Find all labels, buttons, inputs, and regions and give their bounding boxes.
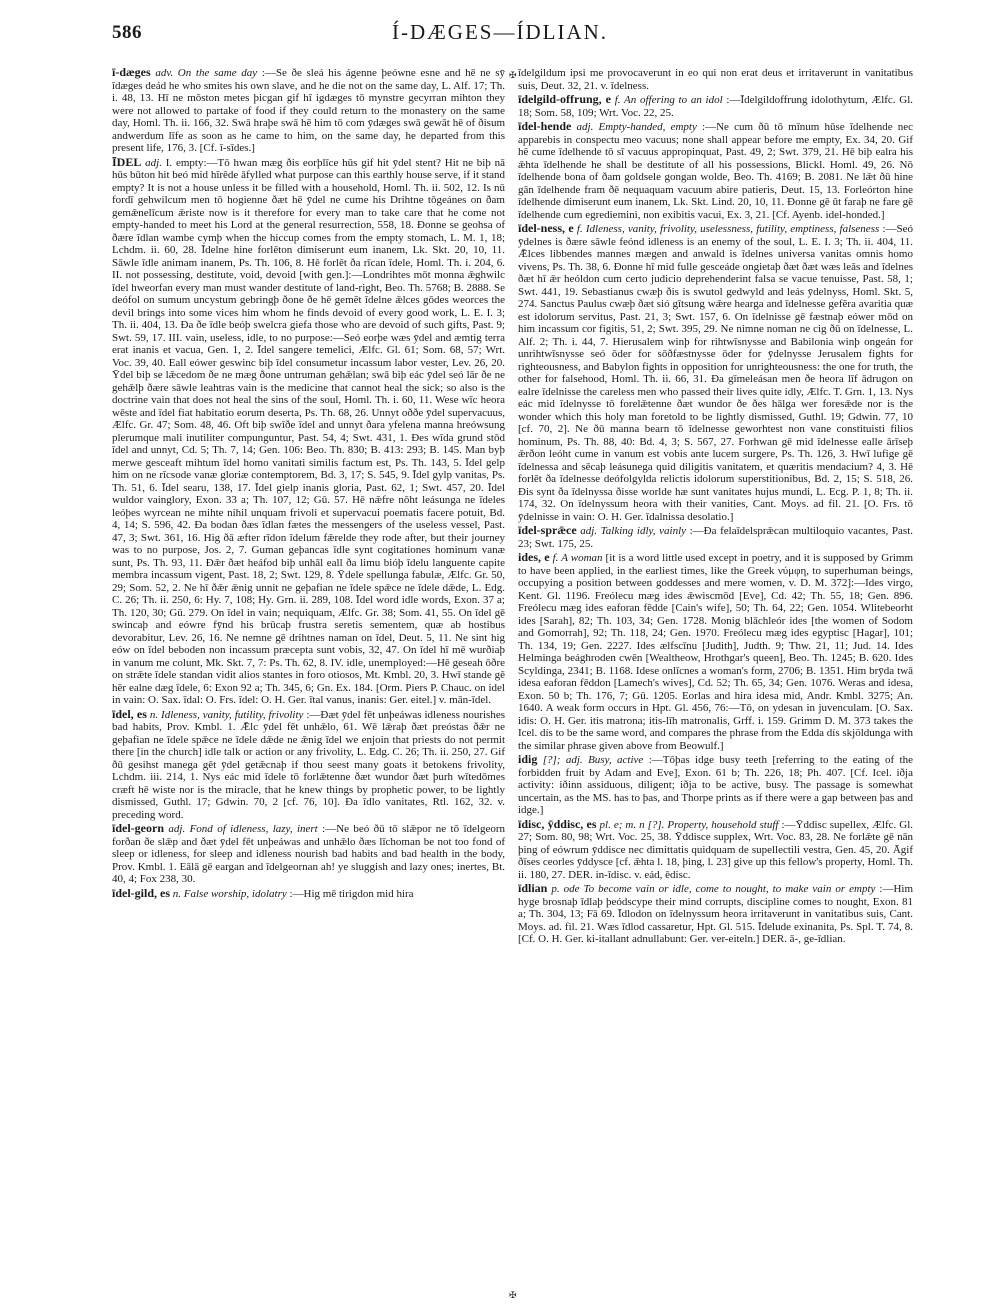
dictionary-entry <box>112 708 505 822</box>
dictionary-entry <box>518 753 913 817</box>
entry-grammar: adj. Empty-handed, empty <box>576 121 697 133</box>
entry-headword: īdel-sprǣce <box>518 523 577 537</box>
entry-grammar: adj. Fond of idleness, lazy, inert <box>168 823 318 835</box>
entry-text: [it is a word little used except in poetry, and it is supposed by Grimm to have been applied, in the earliest times, like the Greek νύμφη, to superhuman beings, occupying a position between goddesses and mere women, v. D. M. 372]:—Ides virgo, Kent. Gl. 1196. Freólecu mæg ides ǣwiscmōd [Eve], Cd. 42; Th. 55, 18; Gen. 896. Freólecu mæg ides eaforan fēdde [Cain's wife], 50; Th. 64, 22; Gen. 1054. Wlitebeorht ides [Sarah], 82; Th. 103, 34; Gen. 1728. Monig blāchleór ides [the women of Sodom and Gomorrah], 92; Th. 118, 24; Gen. 1970. Freólecu mæg ides egyptisc [Hagar], 101; Th. 134, 19; Gen. 2227. Ides ælfscīnu [Judith], Judth. 9; Thw. 21, 11; Jud. 14. Ides Helminga beághroden cwēn [Wealtheow, Hrothgar's queen], Beo. Th. 1245; B. 620. Ides Scyldinga, 2341; B. 1168. Idese onlīcnes a woman's form, 2706; B. 1351. Him brȳda twā idesa eaforan fēddon [Lamech's wives], Cd. 52; Th. 65, 34; Gen. 1076. Weras and idesa, Exon. 50 b; Th. 176, 7; Gū. 1205. Eorlas and hira idesa mid, Andr. Kmbl. 3275; An. 1640. A weak form occurs in Hpt. Gl. 456, 76:—Tō, on ydesan in juvenculam. [O. Sax. idis: O. H. Ger. itis matrona; itis-līh matronalis, Grff. i. 159. Grimm D. M. 373 takes the Icel. dís to be the same word, and compares the phrase from the Edda dís skjöldunga with the similar phrase given above from Beowulf.] <box>518 552 913 752</box>
entry-text: :—Hig mē tirigdon mid hira <box>289 887 414 900</box>
dictionary-entry <box>518 882 913 946</box>
entry-grammar: p. ode To become vain or idle, come to nought, to make vain or empty <box>551 883 876 895</box>
dictionary-entry <box>112 66 505 155</box>
binding-mark-bottom: ✠ <box>509 1290 517 1300</box>
dictionary-entry <box>112 822 505 886</box>
entry-grammar: adj. <box>145 156 162 169</box>
entry-text: :—Ðæt ȳdel fēt unþeáwas idleness nourishes bad habits, Prov. Kmbl. 1. Ǣlc ȳdel fēt unhǣlo, 61. Wē lǣraþ ðæt preóstas ðǣr ne geþafian ne īdele spǣce ne īdele dǣde ne ǣnig īdel we enjoin that priests do not permit there [in the church] idle talk or action or any frivolity, L. Edg. C. 26; Th. ii. 250, 27. Gif ðū gesihst manega gēt ȳdel getǣcnaþ if thou seest many goats it betokens frivolity, Lchdm. iii. 214, 1. Nys eác mid īdele tō forlǣtenne ðæt wundor ðæt þurh wītedōmes cræft hē wiste nor is the miracle, that he knew things by prophetic power, to be lightly dismissed, Guthl. 17; Gdwin. 70, 2 [cf. 76, 10]. Ða īdlo vanitates, Rtl. 162, 32. v. preceding word. <box>112 708 505 821</box>
right-column <box>518 66 913 1292</box>
dictionary-entry <box>112 887 505 901</box>
entry-grammar: n. Idleness, vanity, futility, frivolity <box>149 708 304 721</box>
entry-headword: īdel-ness, e <box>518 221 574 235</box>
dictionary-entry <box>518 524 913 550</box>
entry-headword: īdel-georn <box>112 821 164 835</box>
dictionary-entry <box>518 551 913 752</box>
entry-text: :—Se ðe sleá his ágenne þeówne esne and hē ne sȳ īdæges deád he who smites his own slave, and he die not on the same day, L. Alf. 17; Th. i. 48, 13. Hī ne mōston metes þicgan gif hī igdæges tō mynstre gecyrran mihton they were not allowed to partake of food if they could return to the monastery on the same day, Homl. Th. ii. 166, 32. Swā hraþe swā hē him tō com ȳdæges swā gewāt hē of ðisum andwerdum līfe as soon as he came to him, on the same day, he departed from this present life, 176, 3. [Cf. ī-sīdes.] <box>112 67 505 154</box>
entry-grammar: f. Idleness, vanity, frivolity, uselessness, futility, emptiness, falseness <box>576 223 880 235</box>
entry-text: I. empty:—Tō hwan mæg ðis eorþlīce hūs gif hit ȳdel stent? Hit ne biþ nā hūs būton hit beó mid hīrēde āfylled what purpose can this earthly house serve, if it stand empty? It is not a house unless it be filled with a household, Homl. Th. ii. 502, 12. Is nū fordī gehwilcum men tō hogienne ðæt hē ȳdel ne cume his Drihtne tōgeánes on ðam gemǣnelīcum ǣriste now is it therefore for every man to take care that he come not empty-handed to meet his Lord at the general resurrection, 558, 18. Ðonne se geohsa of ðære īdlan wambe cymþ when the hiccup comes from the empty stomach, L. M. 1, 18; Lchdm. ii. 60, 28. Īdelne hine forlēton dimiserunt eum inanem, Lk. Skt. 20, 10, 11. Sāwle īdle animam inanem, Ps. Th. 106, 8. Hē forlēt ða rīcan īdele, Homl. Th. i. 204, 6. II. not possessing, destitute, void, devoid [with gen.]:—Londrihtes mōt monna ǣghwilc īdel hweorfan every man must wander destitute of land-right, Beo. Th. 5768; B. 2888. Se deófol on sumum uncystum gebringþ ðone ðe hē gemēt īdelne ǣlces gōdes weorces the devil brings into some vices him whom he finds devoid of every good work, L. E. I. 3; Th. ii. 404, 13. Ða ðe īdle beóþ swelcra giefa those who are devoid of such gifts, Past. 9; Swt. 59, 17. III. vain, useless, idle, to no purpose:—Seó eorþe wæs ȳdel and æmtig terra erat inanis et vacua, Gen. 1, 2. Īdel sangere temelici, Ælfc. Gl. 61; Som. 68, 57; Wrt. Voc. 39, 40. Eall eówer geswinc biþ īdel consumetur incassum labor vester, Lev. 26, 20. Ȳdel biþ se lǣcedom ðe ne mæg ðone untruman gehǣlan; swā biþ eác ȳdel seó lār ðe ne gehǣlþ ðære sāwle leahtras vain is the medicine that cannot heal the sick; so also is the doctrine vain that does not heal the sins of the soul, Homl. Th. i. 60, 11. Wese wīc heora wēste and īdel fiat habitatio eorum deserta, Ps. Th. 68, 26. Unnyt oððe ȳdel supervacuus, Ælfc. Gr. 47; Som. 48, 46. Oft biþ swīðe īdel and unnyt ðara yfelena manna hreówsung plerumque mali inutiliter compunguntur, Past. 54, 4; Swt. 431, 1. Ðes wīda grund stōd īdel and unnyt, Cd. 5; Th. 7, 14; Gen. 106: Beo. Th. 830; B. 413: 293; B. 145. Man byþ merwe gesceaft mihtum īdel homo vanitati similis factum est, Ps. Th. 143, 5. Īdel gelp him on ne rīcsode vanæ gloriæ contemptorem, Bd. 3, 17; S. 545, 9. Īdel gylp vanitas, Ps. Th. 51, 6. Īdel searu, 138, 17. Īdel gielp inanis gloria, Past. 62, 1; Swt. 457, 20. Īdel wuldor vainglory, Exon. 33 a; Th. 107, 12; Gū. 57. Hē nǣfre nōht leásunga ne īdeles leóþes wyrcean ne mihte nihil unquam frivoli et supervacui poematis facere potuit, Bd. 4, 14; S. 596, 42. Ða bodan ðæs īdlan fætes the messengers of the useless vessel, Past. 47, 3; Swt. 361, 16. Hig ðā æfter rīdon īdelum fǣrelde they rode after, but their journey was to no purpose, Jos. 2, 7. Guman geþancas īdle synt cogitationes hominum vanæ sunt, Ps. Th. 93, 11. Ðǣr ðæt heáfod biþ unhāl eall ða limu bióþ īdelu languente capite membra incassum vigent, Past. 18, 2; Swt. 129, 8. Ȳdele spellunga fabulæ, Ælfc. Gr. 50, 29; Som. 52, 2. Ne hī ðǣr ǣnig unnit ne geþafian ne īdele spǣce ne īdele dǣde, L. Edg. C. 26; Th. ii. 250, 6: Hy. 7, 108; Hy. Grn. ii. 289, 108. Īdel word idle words, Exon. 37 a; Th. 120, 30; Gū. 279. On īdel in vain; nequiquam, Ælfc. Gr. 38; Som. 41, 55. On īdel gē swincaþ and eówre fȳnd his brūcaþ frustra seretis sementem, quæ ab hostibus devorabitur, Lev. 26, 16. Ne nemne gē drihtnes naman on īdel, Deut. 5, 11. Ne sint hig eów on īdel beboden non incassum præcepta sunt vobis, 32, 47. On īdel hī mē wurðiaþ in vanum me colunt, Mk. Skt. 7, 7: Ps. Th. 62, 8. IV. idle, unemployed:—Hē geseah ōðre on strǣte īdele standan vidit alios stantes in foro otiosos, Mt. Kmbl. 20, 3. Hwī stande gē hēr ealne dæg īdele, 6: Exon 92 a; Th. 345, 6; Gn. Ex. 184. [Orm. Piers P. Chauc. on idel in vain: O. Sax. īdal: O. Frs. īdel: O. H. Ger. ītal vanus, inanis: Ger. eitel.] v. mān-īdel. <box>112 156 505 706</box>
entry-grammar: [?]; adj. Busy, active <box>542 754 644 766</box>
entry-grammar: n. False worship, idolatry <box>172 887 287 900</box>
entry-grammar: f. A woman <box>552 552 603 564</box>
entry-headword: īdisc, ȳddisc, es <box>518 816 597 831</box>
entry-headword: īdlian <box>518 881 548 895</box>
entry-headword: ĪDEL <box>112 154 142 169</box>
entry-text: īdelgildum ipsi me provocaverunt in eo qui non erat deus et irritaverunt in vanitatibus suis, Deut. 32, 21. v. īdelness. <box>518 67 913 92</box>
entry-text: :—Tōþas idge busy teeth [referring to the eating of the forbidden fruit by Adam and Eve], Exon. 61 b; Th. 226, 18; Ph. 407. [Cf. Icel. iðja activity: iðinn assiduous, diligent; iðja to be active, busy. The passage is somewhat uncertain, as the MS. has to þas, and Thorpe prints as if there were a gap between þas and idge.] <box>518 754 913 816</box>
dictionary-entry <box>518 66 913 92</box>
entry-grammar: pl. e; m. n [?]. Property, household stuff <box>599 818 779 831</box>
entry-headword: īdel-hende <box>518 119 572 133</box>
entry-text: :—Īdelgildoffrung idolothytum, Ælfc. Gl. 18; Som. 58, 109; Wrt. Voc. 22, 25. <box>518 94 913 119</box>
entry-headword: idig <box>518 752 538 766</box>
dictionary-entry <box>518 222 913 523</box>
entry-grammar: adv. On the same day <box>155 67 258 79</box>
dictionary-entry <box>518 818 913 882</box>
dictionary-entry <box>112 156 505 707</box>
entry-grammar: adj. Talking idly, vainly <box>580 525 687 537</box>
dictionary-entry <box>518 120 913 221</box>
page-number: 586 <box>112 22 142 43</box>
entry-text: :—Ne cum ðū tō mīnum hūse īdelhende nec apparebis in conspectu meo vacuus; none shall appear before me empty, Ex. 34, 20. Gif hē cume īdelhende tō sī vacuus appropinquat, Past. 49, 2; Swt. 379, 21. Hē biþ ealra his ǣhta īdelhende he shall be destitute of all his possessions, Blickl. Homl. 49, 26. Nō īdelhende bona of ðam goldsele gongan wolde, Beo. Th. 4169; B. 2081. Ne lǣt ðū hine gān īdelhende fram ðē nequaquam vacuum abire patieris, Deut. 15, 13. Forleórton hine īdelhende dimiserunt eum inanem, Lk. Skt. Lind. 20, 10, 11. Ðonne gē ūt faraþ ne fare gē īdelhende cum egrediemini, non exibitis vacui, Ex. 3, 21. [Cf. Ayenb. idel-honded.] <box>518 121 913 221</box>
left-column <box>112 66 505 1292</box>
entry-headword: īdelgild-offrung, e <box>518 92 611 106</box>
binding-mark-top: ✠ <box>509 70 517 80</box>
dictionary-entry <box>518 93 913 119</box>
entry-text: :—Ȳddisc supellex, Ælfc. Gl. 27; Som. 80, 98; Wrt. Voc. 25, 38. Ȳddisce supplex, Wrt. Voc. 83, 28. Ne forlǣte gē nān þing of eówrum ȳddisce nec dimittatis quidquam de supellectili vestra, Gen. 45, 20. Āgif ðīses ceorles ȳddysce [cf. ǣhta l. 18, þing, l. 23] give up this fellow's property, Homl. Th. ii. 180, 27. DER. in-īdisc. v. eád, ēdisc. <box>518 818 913 881</box>
entry-headword: īdel, es <box>112 706 147 721</box>
running-head: Í-DÆGES—ÍDLIAN. <box>391 20 609 44</box>
entry-text: :—Seó ȳdelnes is ðære sāwle feónd idleness is an enemy of the soul, L. E. I. 3; Th. ii. 404, 11. Ǣlces libbendes mannes mægen and anwald is īdelnes universa vanitas omnis homo vivens, Ps. Th. 38, 6. Ðonne hī mid fulle gesceáde ongietaþ ðæt ðæt wæs leās and īdelnes ðæt hī ǣr heóldon cum certo judicio deprehenderint falsa se vacue tenuisse, Past. 58, 1; Swt. 441, 19. Sebastianus cwæþ ðis is swutol gedwyld and leás ȳdelnyss, Homl. Skt. 5, 274. Sanctus Paulus cwæþ ðæt sió gītsung wǣre hearga and īdelnesse gefēra avaritia quæ est idolorum servitus, Past. 21, 3; Swt. 157, 6. On īdelnisse gē fæstnaþ eówer mōd on him incassum cor figitis, 51, 2; Swt. 395, 29. Ne nimne noman ne cig ðū on īdelnesse, L. Alf. 2; Th. i. 44, 7. Hierusalem winþ for rihtwīsnysse and Babilonia winþ ongeán for unrihtwīsnysse seó ōder for sōðfæstnysse ōder for ȳdelnysse Jerusalem fights for righteousness, and Babylon fights in opposition for unrighteousness: the one for truth, the other for falsehood, Homl. Th. ii. 66, 31. Ða gīmeleásan men ðe heora līf ādrugon on ealre īdelnisse the careless men who passed their lives quite idly, Ælfc. T. Grn. 1, 13. Nys eác mid īdelnysse tō forelǣtenne ðæt wundor ðe ðes hālga wer foresǣde nor is the wonder which this holy man foretold to be lightly dismissed, Guthl. 19; Gdwin. 77, 10 [cf. 70, 2]. Ne ðū manna bearn tō īdelnesse geworhtest non vane constituisti filios hominum, Ps. Th. 88, 40: Bd. 4, 3; S. 567, 27. Forhwan gē mid īdelnesse ealle ārīseþ ǣrðon leóht cume in vanum est vobis ante lucem surgere, Ps. Th. 126, 3. Hwī lufige gē īdelnessa and sēcaþ leásunega quid diligitis vanitatem, et quæritis mendacium? 4, 3. Hē forlēt ða īdelnesse deófolgylda relictis idolorum superstitionibus, Bd. 2, 15; S. 518, 26. Ðis synt ða īdelnyssa ðisse worlde hæ sunt vanitates hujus mundi, L. Ecg. P. 1, 8; Th. ii. 174, 32. On īdelnyssum heora with their vanities, Cant. Moys. ad fil. 21. [O. Frs. tō ȳdelnisse in vain: O. H. Ger. īdalnissa desolatio.] <box>518 223 913 523</box>
entry-headword: ides, e <box>518 550 550 564</box>
entry-grammar: f. An offering to an idol <box>614 94 723 106</box>
entry-headword: ī-dæges <box>112 66 151 79</box>
entry-text: :—Him hyge brosnaþ īdlaþ þeódscype their mind corrupts, discipline comes to nought, Exon. 81 a; Th. 304, 13; Fā 69. Īdlodon on īdelnyssum heora irritaverunt in vanitatibus suis, Cant. Moys. ad. fil. 21. Wæs īdlod cassaretur, Hpt. Gl. 515. Īdelude exinanita, Ps. Spl. T. 74, 8. [Cf. O. H. Ger. ki-itallant adnullabunt: Ger. ver-eiteln.] DER. ā-, ge-īdlian. <box>518 883 913 945</box>
entry-text: :—Ða felaīdelsprǣcan multiloquio vacantes, Past. 23; Swt. 175, 25. <box>518 525 913 550</box>
entry-text: :—Ne beó ðū tō slǣpor ne tō īdelgeorn forðan ðe slǣp and ðæt ȳdel fēt unþeáwas and unhǣlo ðæs līchoman be not too fond of sleep or idleness, for sleep and idleness nourish bad habits and bad health in the body, Prov. Kmbl. 1. Eālā gē eargan and īdelgeornan ah! ye sluggish and lazy ones; inertes, Bt. 40, 4; Fox 238, 30. <box>112 823 505 885</box>
entry-headword: īdel-gild, es <box>112 885 171 900</box>
